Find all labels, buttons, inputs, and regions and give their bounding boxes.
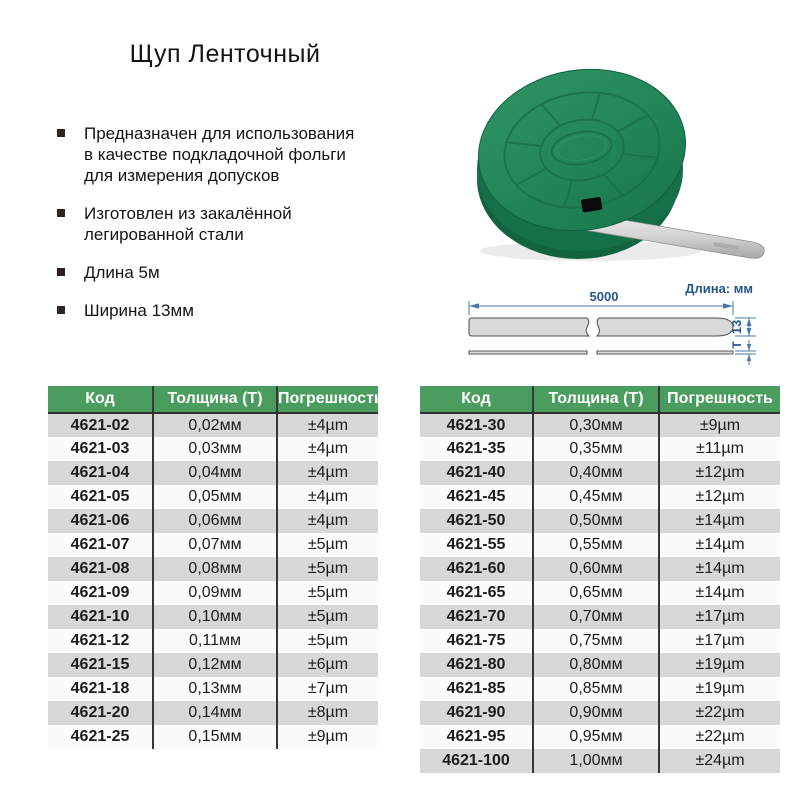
code-cell: 4621-10: [48, 605, 153, 629]
thickness-cell: 0,04мм: [153, 461, 277, 485]
dimension-labels: [590, 281, 753, 349]
thickness-cell: 0,13мм: [153, 677, 277, 701]
tolerance-cell: ±14µm: [659, 581, 780, 605]
table-row: [420, 461, 780, 485]
tolerance-cell: ±7µm: [277, 677, 378, 701]
header-row: [420, 386, 780, 413]
table-row: [420, 629, 780, 653]
table-row: [48, 533, 378, 557]
code-cell: 4621-02: [48, 413, 153, 437]
table-row: [48, 557, 378, 581]
list-item: [57, 300, 362, 321]
product-photo: [445, 48, 775, 270]
code-cell: 4621-75: [420, 629, 533, 653]
table-row: [48, 509, 378, 533]
list-item: [57, 123, 362, 186]
code-cell: 4621-04: [48, 461, 153, 485]
code-cell: 4621-100: [420, 749, 533, 773]
feature-text: Предназначен для использования в качестве подкладочной фольги для измерения допусков: [84, 124, 355, 185]
table-row: [420, 557, 780, 581]
feature-text: Изготовлен из закалённой легированной стали: [84, 204, 292, 244]
table-row: [48, 725, 378, 749]
column-header-code: Код: [420, 386, 533, 413]
spec-table-right: [420, 386, 780, 773]
tolerance-cell: ±22µm: [659, 725, 780, 749]
table-row: [48, 629, 378, 653]
tape-reel-image: [445, 48, 775, 270]
table-row: [48, 485, 378, 509]
thickness-cell: 0,45мм: [533, 485, 659, 509]
tolerance-cell: ±14µm: [659, 509, 780, 533]
column-header-thickness: Толщина (Т): [153, 386, 277, 413]
width-dimension: 13: [729, 319, 744, 335]
table-row: [420, 725, 780, 749]
code-cell: 4621-65: [420, 581, 533, 605]
tolerance-cell: ±19µm: [659, 677, 780, 701]
thickness-cell: 0,14мм: [153, 701, 277, 725]
table-row: [420, 653, 780, 677]
code-cell: 4621-15: [48, 653, 153, 677]
table-row: [48, 461, 378, 485]
tolerance-cell: ±12µm: [659, 461, 780, 485]
thickness-cell: 0,40мм: [533, 461, 659, 485]
bullet-square-icon: [57, 306, 65, 314]
thickness-cell: 0,90мм: [533, 701, 659, 725]
code-cell: 4621-45: [420, 485, 533, 509]
bullet-square-icon: [57, 209, 65, 217]
dimension-diagram: [440, 270, 795, 375]
thickness-dimension: Т: [730, 341, 744, 349]
tolerance-cell: ±12µm: [659, 485, 780, 509]
dimension-drawing: [440, 270, 795, 375]
code-cell: 4621-06: [48, 509, 153, 533]
tolerance-cell: ±9µm: [659, 413, 780, 437]
column-header-tolerance: Погрешность: [277, 386, 378, 413]
units-label: Длина: мм: [685, 281, 753, 296]
code-cell: 4621-55: [420, 533, 533, 557]
list-item: [57, 262, 362, 283]
code-cell: 4621-20: [48, 701, 153, 725]
code-cell: 4621-35: [420, 437, 533, 461]
tolerance-cell: ±5µm: [277, 557, 378, 581]
thickness-cell: 0,03мм: [153, 437, 277, 461]
code-cell: 4621-25: [48, 725, 153, 749]
thickness-cell: 0,30мм: [533, 413, 659, 437]
code-cell: 4621-09: [48, 581, 153, 605]
tolerance-cell: ±17µm: [659, 605, 780, 629]
bullet-square-icon: [57, 268, 65, 276]
tolerance-cell: ±19µm: [659, 653, 780, 677]
tolerance-cell: ±4µm: [277, 509, 378, 533]
thickness-cell: 0,60мм: [533, 557, 659, 581]
table-row: [420, 485, 780, 509]
thickness-cell: 0,50мм: [533, 509, 659, 533]
code-cell: 4621-03: [48, 437, 153, 461]
thickness-cell: 0,05мм: [153, 485, 277, 509]
thickness-cell: 0,12мм: [153, 653, 277, 677]
code-cell: 4621-40: [420, 461, 533, 485]
thickness-cell: 0,10мм: [153, 605, 277, 629]
table-row: [420, 413, 780, 437]
feature-list: [57, 123, 362, 338]
feature-text: Ширина 13мм: [84, 301, 194, 320]
thickness-cell: 0,15мм: [153, 725, 277, 749]
tolerance-cell: ±4µm: [277, 413, 378, 437]
code-cell: 4621-70: [420, 605, 533, 629]
feature-text: Длина 5м: [84, 263, 160, 282]
thickness-cell: 1,00мм: [533, 749, 659, 773]
code-cell: 4621-18: [48, 677, 153, 701]
tolerance-cell: ±4µm: [277, 437, 378, 461]
thickness-cell: 0,07мм: [153, 533, 277, 557]
thickness-cell: 0,11мм: [153, 629, 277, 653]
tape-side-view: [469, 351, 733, 354]
tolerance-cell: ±14µm: [659, 557, 780, 581]
table-row: [48, 677, 378, 701]
table-row: [48, 653, 378, 677]
column-header-thickness: Толщина (Т): [533, 386, 659, 413]
code-cell: 4621-90: [420, 701, 533, 725]
code-cell: 4621-12: [48, 629, 153, 653]
tolerance-cell: ±22µm: [659, 701, 780, 725]
thickness-cell: 0,08мм: [153, 557, 277, 581]
thickness-cell: 0,70мм: [533, 605, 659, 629]
thickness-cell: 0,06мм: [153, 509, 277, 533]
spec-table-left: [48, 386, 384, 749]
tolerance-cell: ±11µm: [659, 437, 780, 461]
table-row: [420, 533, 780, 557]
column-header-tolerance: Погрешность: [659, 386, 780, 413]
table-row: [420, 581, 780, 605]
tolerance-cell: ±5µm: [277, 581, 378, 605]
code-cell: 4621-60: [420, 557, 533, 581]
table-row: [48, 437, 378, 461]
table-row: [48, 701, 378, 725]
table-row: [48, 581, 378, 605]
tolerance-cell: ±6µm: [277, 653, 378, 677]
list-item: [57, 203, 362, 245]
table-row: [48, 413, 378, 437]
thickness-cell: 0,55мм: [533, 533, 659, 557]
tolerance-cell: ±4µm: [277, 461, 378, 485]
tolerance-cell: ±4µm: [277, 485, 378, 509]
thickness-cell: 0,85мм: [533, 677, 659, 701]
thickness-cell: 0,09мм: [153, 581, 277, 605]
code-cell: 4621-08: [48, 557, 153, 581]
length-dimension: 5000: [589, 289, 619, 304]
table-row: [420, 437, 780, 461]
tolerance-cell: ±8µm: [277, 701, 378, 725]
table-row: [420, 749, 780, 773]
tolerance-cell: ±5µm: [277, 605, 378, 629]
tolerance-cell: ±5µm: [277, 533, 378, 557]
tolerance-cell: ±24µm: [659, 749, 780, 773]
tolerance-cell: ±17µm: [659, 629, 780, 653]
table-row: [420, 605, 780, 629]
code-cell: 4621-07: [48, 533, 153, 557]
thickness-cell: 0,35мм: [533, 437, 659, 461]
code-cell: 4621-50: [420, 509, 533, 533]
column-header-code: Код: [48, 386, 153, 413]
thickness-cell: 0,95мм: [533, 725, 659, 749]
page-title: Щуп Ленточный: [129, 40, 321, 68]
code-cell: 4621-95: [420, 725, 533, 749]
table-row: [420, 701, 780, 725]
thickness-cell: 0,65мм: [533, 581, 659, 605]
tolerance-cell: ±5µm: [277, 629, 378, 653]
table-row: [420, 677, 780, 701]
tolerance-cell: ±14µm: [659, 533, 780, 557]
code-cell: 4621-80: [420, 653, 533, 677]
thickness-cell: 0,75мм: [533, 629, 659, 653]
bullet-square-icon: [57, 129, 65, 137]
tape-top-view: [469, 318, 733, 336]
tolerance-cell: ±9µm: [277, 725, 378, 749]
code-cell: 4621-30: [420, 413, 533, 437]
code-cell: 4621-05: [48, 485, 153, 509]
table-row: [420, 509, 780, 533]
thickness-cell: 0,02мм: [153, 413, 277, 437]
header-row: [48, 386, 378, 413]
code-cell: 4621-85: [420, 677, 533, 701]
table-row: [48, 605, 378, 629]
thickness-cell: 0,80мм: [533, 653, 659, 677]
